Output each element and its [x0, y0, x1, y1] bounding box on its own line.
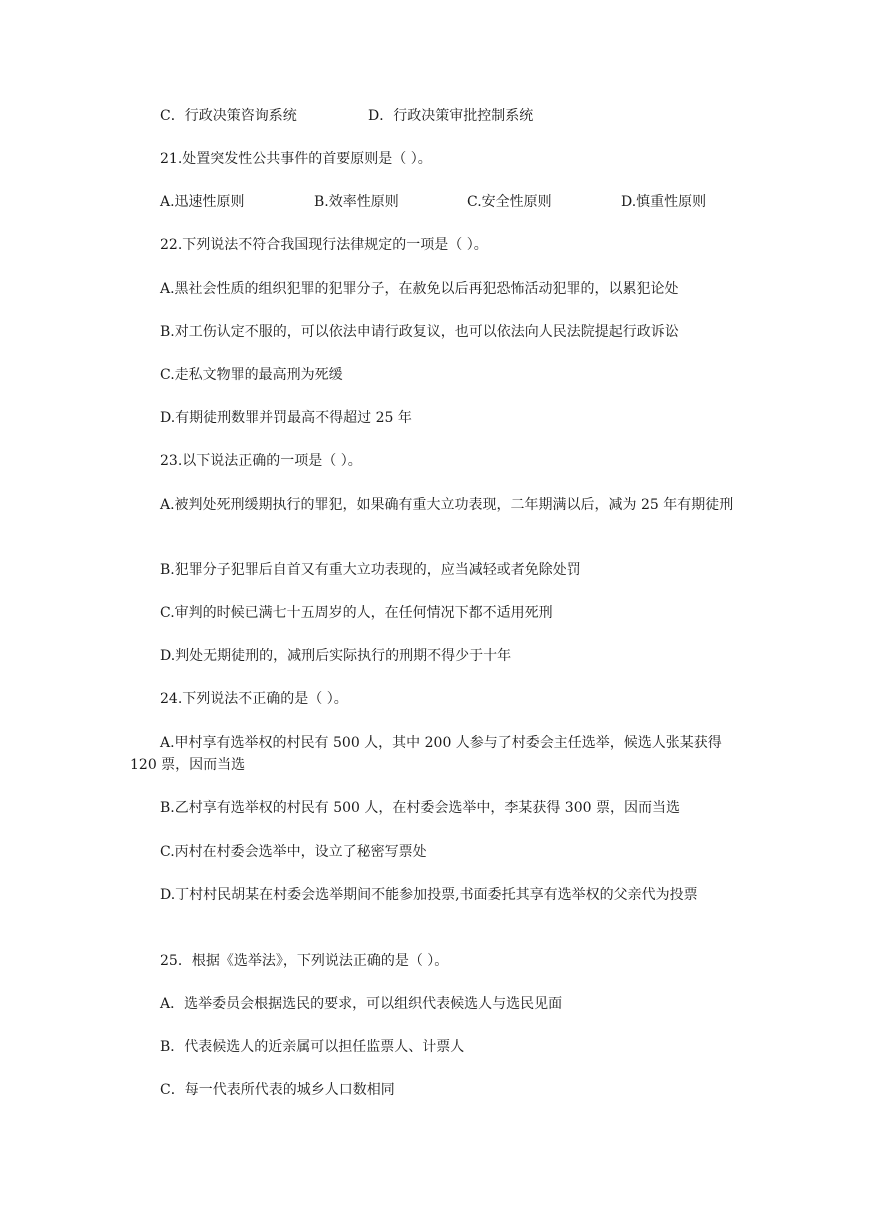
q23-question: 23.以下说法正确的一项是（ ）。: [160, 453, 362, 469]
q20-option-c: C．行政决策咨询系统: [160, 108, 297, 124]
q24-question: 24.下列说法不正确的是（ ）。: [160, 691, 348, 707]
q22-option-c: C.走私文物罪的最高刑为死缓: [160, 367, 343, 383]
q24-option-d: D.丁村村民胡某在村委会选举期间不能参加投票,书面委托其享有选举权的父亲代为投票: [160, 887, 698, 903]
q21-option-a: A.迅速性原则: [160, 194, 245, 210]
q24-option-b: B.乙村享有选举权的村民有 500 人，在村委会选举中，李某获得 300 票，因而当选: [160, 800, 680, 816]
q23-option-b: B.犯罪分子犯罪后自首又有重大立功表现的，应当减轻或者免除处罚: [160, 562, 581, 578]
q21-question: 21.处置突发性公共事件的首要原则是（ ）。: [160, 151, 432, 167]
q21-option-d: D.慎重性原则: [621, 194, 707, 210]
q23-option-a: A.被判处死刑缓期执行的罪犯，如果确有重大立功表现，二年期满以后，减为 25 年有期徒刑: [160, 497, 734, 513]
q25-question: 25．根据《选举法》，下列说法正确的是（ ）。: [160, 953, 449, 969]
q24-option-a: A.甲村享有选举权的村民有 500 人，其中 200 人参与了村委会主任选举，候选人张某获得 120 票，因而当选: [130, 735, 722, 773]
q25-option-a: A．选举委员会根据选民的要求，可以组织代表候选人与选民见面: [160, 996, 563, 1012]
q22-option-d: D.有期徒刑数罪并罚最高不得超过 25 年: [160, 410, 412, 426]
q25-option-c: C．每一代表所代表的城乡人口数相同: [160, 1082, 395, 1098]
q22-question: 22.下列说法不符合我国现行法律规定的一项是（ ）。: [160, 237, 488, 253]
q21-option-c: C.安全性原则: [467, 194, 552, 210]
q24-option-c: C.丙村在村委会选举中，设立了秘密写票处: [160, 844, 427, 860]
q22-option-a: A.黑社会性质的组织犯罪的犯罪分子，在赦免以后再犯恐怖活动犯罪的，以累犯论处: [160, 281, 679, 297]
q23-option-d: D.判处无期徒刑的，减刑后实际执行的刑期不得少于十年: [160, 648, 512, 664]
q21-option-b: B.效率性原则: [314, 194, 399, 210]
q23-option-c: C.审判的时候已满七十五周岁的人，在任何情况下都不适用死刑: [160, 605, 553, 621]
q25-option-b: B．代表候选人的近亲属可以担任监票人、计票人: [160, 1039, 465, 1055]
q22-option-b: B.对工伤认定不服的，可以依法申请行政复议，也可以依法向人民法院提起行政诉讼: [160, 324, 679, 340]
q20-option-d: D．行政决策审批控制系统: [368, 108, 534, 124]
